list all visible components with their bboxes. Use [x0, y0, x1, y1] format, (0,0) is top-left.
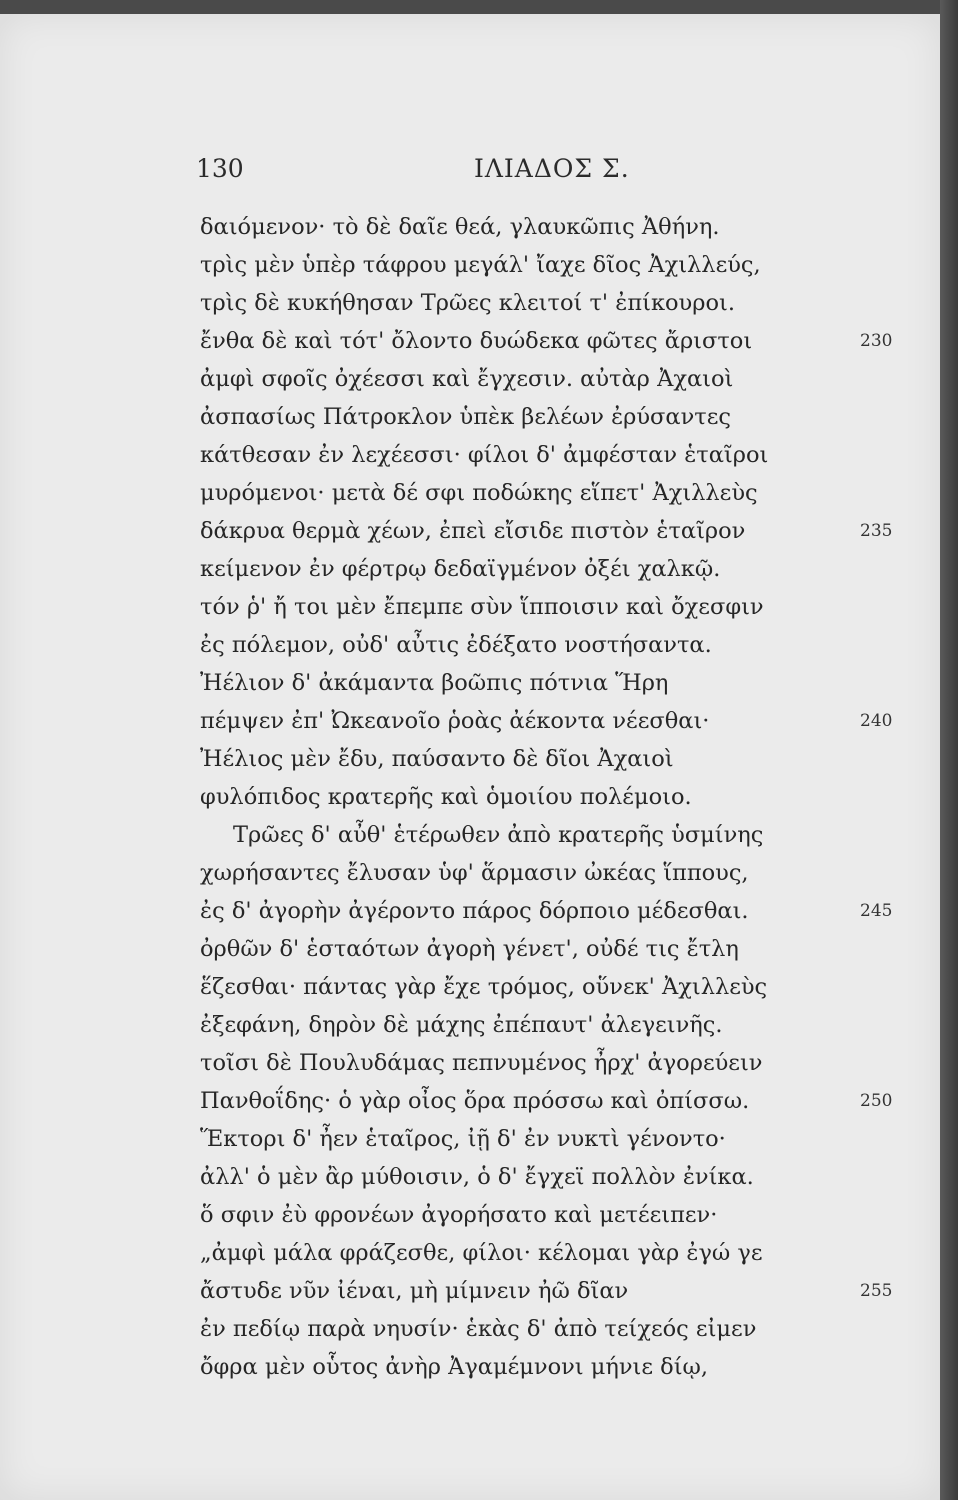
verse-line: ἀμφὶ σφοῖς ὀχέεσσι καὶ ἔγχεσιν. αὐτὰρ Ἀχαιοὶ — [200, 366, 734, 392]
line-number: 230 — [860, 331, 893, 351]
verse-line: „ἀμφὶ μάλα φράζεσθε, φίλοι· κέλομαι γὰρ ἐγώ γε — [200, 1240, 763, 1266]
verse-line: Ἠέλιον δ' ἀκάμαντα βοῶπις πότνια Ἥρη — [200, 670, 669, 696]
verse-line: Πανθοΐδης· ὁ γὰρ οἶος ὅρα πρόσσω καὶ ὀπίσσω. — [200, 1088, 750, 1114]
line-number: 250 — [860, 1091, 893, 1111]
verse-line: ὀρθῶν δ' ἑσταότων ἀγορὴ γένετ', οὐδέ τις ἔτλη — [200, 936, 739, 962]
page-number: 130 — [196, 154, 244, 183]
verse-line: τοῖσι δὲ Πουλυδάμας πεπνυμένος ἦρχ' ἀγορεύειν — [200, 1050, 763, 1076]
running-title: ΙΛΙΑΔΟΣ Σ. — [474, 154, 630, 183]
verse-line: ἐν πεδίῳ παρὰ νηυσίν· ἑκὰς δ' ἀπὸ τείχεός εἰμεν — [200, 1316, 757, 1342]
verse-line: ἕζεσθαι· πάντας γὰρ ἔχε τρόμος, οὕνεκ' Ἀχιλλεὺς — [200, 974, 768, 1000]
verse-line: ἀλλ' ὁ μὲν ἂρ μύθοισιν, ὁ δ' ἔγχεϊ πολλὸν ἐνίκα. — [200, 1164, 754, 1190]
verse-line: ὄφρα μὲν οὗτος ἀνὴρ Ἀγαμέμνονι μήνιε δίῳ, — [200, 1354, 709, 1380]
line-number: 245 — [860, 901, 893, 921]
line-number: 255 — [860, 1281, 893, 1301]
page-edge — [940, 0, 958, 1500]
verse-line: Ἕκτορι δ' ἦεν ἑταῖρος, ἰῇ δ' ἐν νυκτὶ γένοντο· — [200, 1126, 726, 1152]
verse-line: δαιόμενον· τὸ δὲ δαῖε θεά, γλαυκῶπις Ἀθήνη. — [200, 214, 720, 240]
verse-line: φυλόπιδος κρατερῆς καὶ ὁμοιίου πολέμοιο. — [200, 784, 692, 810]
verse-line: Ἠέλιος μὲν ἔδυ, παύσαντο δὲ δῖοι Ἀχαιοὶ — [200, 746, 674, 772]
line-number: 240 — [860, 711, 893, 731]
verse-line: πέμψεν ἐπ' Ὠκεανοῖο ῥοὰς ἀέκοντα νέεσθαι· — [200, 708, 710, 734]
verse-line: χωρήσαντες ἔλυσαν ὑφ' ἅρμασιν ὠκέας ἵππους, — [200, 860, 749, 886]
verse-line: ἀσπασίως Πάτροκλον ὑπὲκ βελέων ἐρύσαντες — [200, 404, 731, 430]
verse-line: κάτθεσαν ἐν λεχέεσσι· φίλοι δ' ἀμφέσταν ἑταῖροι — [200, 442, 769, 468]
verse-line: ἐς δ' ἀγορὴν ἀγέροντο πάρος δόρποιο μέδεσθαι. — [200, 898, 749, 924]
verse-line: ἐς πόλεμον, οὐδ' αὖτις ἐδέξατο νοστήσαντα. — [200, 632, 712, 658]
verse-line: τρὶς μὲν ὑπὲρ τάφρου μεγάλ' ἴαχε δῖος Ἀχιλλεύς, — [200, 252, 761, 278]
book-page — [0, 14, 940, 1500]
verse-line: ὅ σφιν ἐὺ φρονέων ἀγορήσατο καὶ μετέειπεν· — [200, 1202, 718, 1228]
line-number: 235 — [860, 521, 893, 541]
verse-line: Τρῶες δ' αὖθ' ἑτέρωθεν ἀπὸ κρατερῆς ὑσμίνης — [233, 822, 764, 848]
verse-line: ἔνθα δὲ καὶ τότ' ὄλοντο δυώδεκα φῶτες ἄριστοι — [200, 328, 753, 354]
verse-line: ἐξεφάνη, δηρὸν δὲ μάχης ἐπέπαυτ' ἀλεγεινῆς. — [200, 1012, 723, 1038]
verse-line: μυρόμενοι· μετὰ δέ σφι ποδώκης εἵπετ' Ἀχιλλεὺς — [200, 480, 758, 506]
verse-line: δάκρυα θερμὰ χέων, ἐπεὶ εἴσιδε πιστὸν ἑταῖρον — [200, 518, 746, 544]
verse-line: τρὶς δὲ κυκήθησαν Τρῶες κλειτοί τ' ἐπίκουροι. — [200, 290, 735, 316]
verse-line: ἄστυδε νῦν ἰέναι, μὴ μίμνειν ἠῶ δῖαν — [200, 1278, 629, 1304]
verse-line: τόν ῥ' ἤ τοι μὲν ἔπεμπε σὺν ἵπποισιν καὶ ὄχεσφιν — [200, 594, 764, 620]
verse-line: κείμενον ἐν φέρτρῳ δεδαϊγμένον ὀξέι χαλκῷ. — [200, 556, 721, 582]
